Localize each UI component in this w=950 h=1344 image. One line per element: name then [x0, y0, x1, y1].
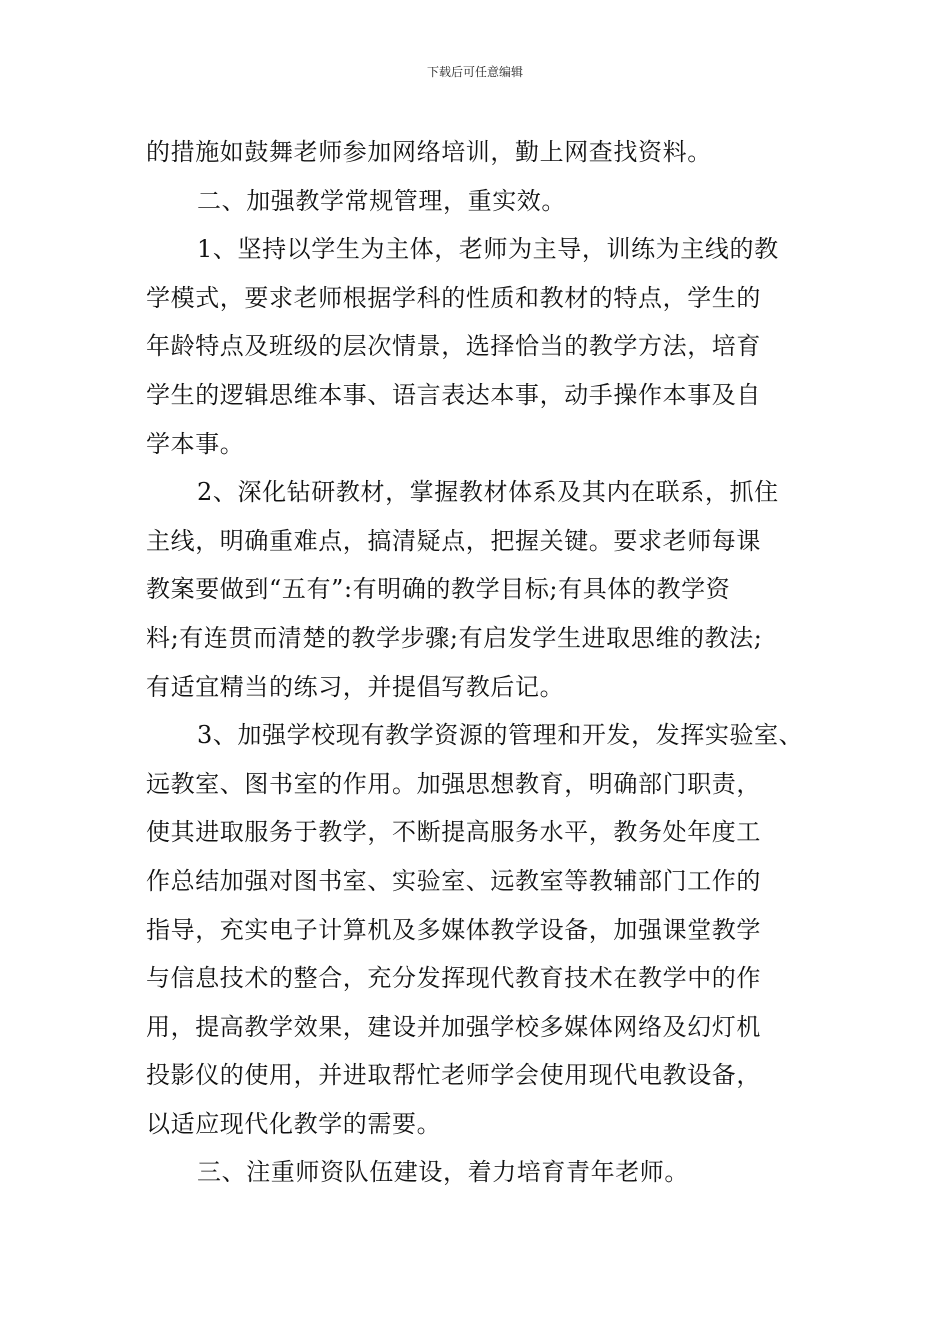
item-3-line-4: 作总结加强对图书室、实验室、远教室等教辅部门工作的 — [146, 866, 761, 895]
item-1-line-5: 学本事。 — [146, 429, 245, 458]
item-3-line-5: 指导，充实电子计算机及多媒体教学设备，加强课堂教学 — [146, 915, 761, 944]
item-3-line-9: 以适应现代化教学的需要。 — [146, 1109, 442, 1138]
item-3-line-6: 与信息技术的整合，充分发挥现代教育技术在教学中的作 — [146, 964, 761, 993]
item-3-line-1: 3、加强学校现有教学资源的管理和开发，发挥实验室、 — [197, 721, 804, 750]
item-1-line-4: 学生的逻辑思维本事、语言表达本事，动手操作本事及自 — [146, 380, 761, 409]
item-3-line-3: 使其进取服务于教学，不断提高服务水平，教务处年度工 — [146, 818, 761, 847]
section-heading-3: 三、注重师资队伍建设，着力培育青年老师。 — [197, 1158, 689, 1187]
item-1-line-1: 1、坚持以学生为主体，老师为主导，训练为主线的教 — [197, 235, 779, 264]
item-1-line-3: 年龄特点及班级的层次情景，选择恰当的教学方法，培育 — [146, 332, 761, 361]
section-heading-2: 二、加强教学常规管理，重实效。 — [197, 186, 566, 215]
item-3-line-8: 投影仪的使用，并进取帮忙老师学会使用现代电教设备， — [146, 1061, 761, 1090]
item-2-line-3: 教案要做到“五有”:有明确的教学目标;有具体的教学资 — [146, 575, 731, 604]
text-line-1: 的措施如鼓舞老师参加网络培训，勤上网查找资料。 — [146, 138, 712, 166]
item-2-line-1: 2、深化钻研教材，掌握教材体系及其内在联系，抓住 — [197, 478, 779, 507]
document-body — [146, 128, 826, 1197]
item-3-line-2: 远教室、图书室的作用。加强思想教育，明确部门职责， — [146, 769, 761, 798]
item-3-line-7: 用，提高教学效果，建设并加强学校多媒体网络及幻灯机 — [146, 1012, 761, 1041]
item-2-line-4: 料;有连贯而清楚的教学步骤;有启发学生进取思维的教法; — [146, 623, 763, 652]
item-2-line-5: 有适宜精当的练习，并提倡写教后记。 — [146, 672, 565, 701]
item-1-line-2: 学模式，要求老师根据学科的性质和教材的特点，学生的 — [146, 283, 761, 312]
header-note: 下载后可任意编辑 — [426, 65, 523, 79]
item-2-line-2: 主线，明确重难点，搞清疑点，把握关键。要求老师每课 — [146, 526, 761, 555]
